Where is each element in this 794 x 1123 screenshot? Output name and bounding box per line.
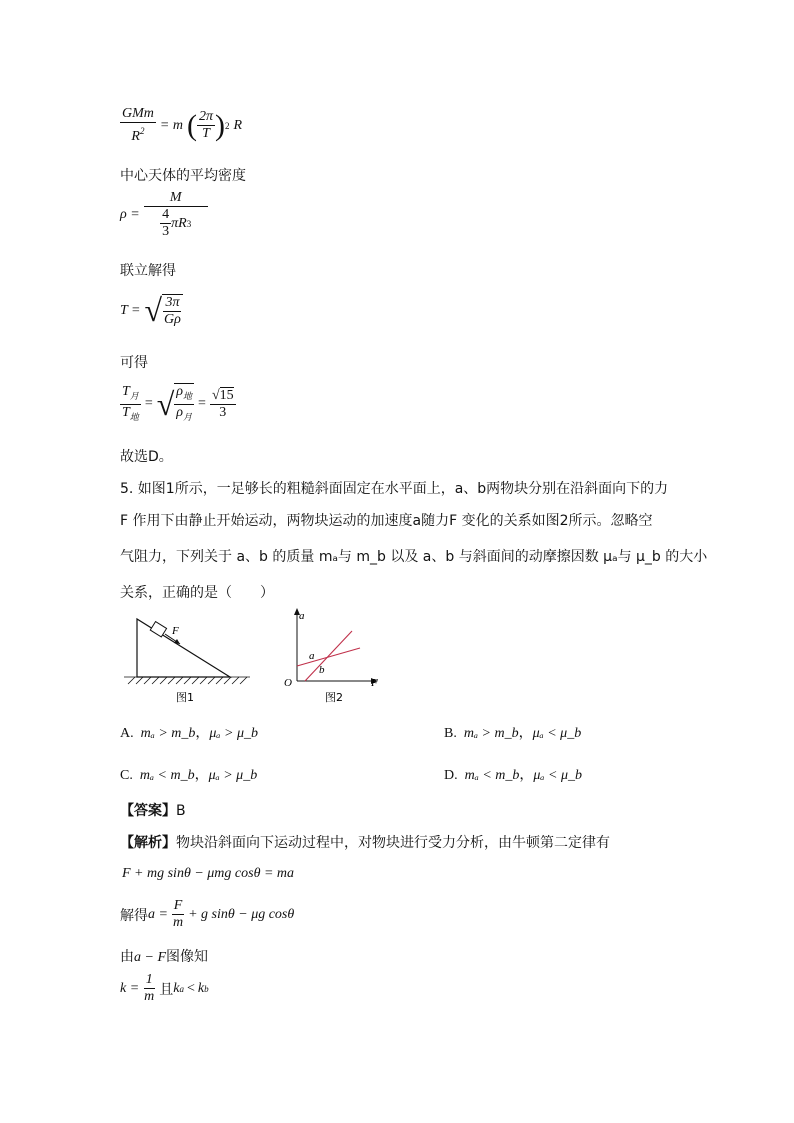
formula-period: T = √ $\frac{3\pi}{G\rho}$ [120, 292, 181, 328]
figure-1-incline [120, 615, 255, 705]
q5-line2: F 作用下由静止开始运动，两物块运动的加速度a随力F 变化的关系如图2所示。忽略空 [120, 513, 653, 529]
text-combine: 联立解得 [120, 263, 176, 279]
q5-line1: 5. 如图1所示，一足够长的粗糙斜面固定在水平面上，a、b两物块分别在沿斜面向下的力 [120, 481, 669, 497]
formula-density: ρ = M $\frac{4}{3}$ πR 3 [120, 190, 208, 240]
fig2-y-label: a [299, 610, 305, 622]
fig1-caption: 图1 [176, 691, 194, 704]
text-graph-know: 由a − F图像知 [120, 949, 208, 965]
fig2-line-a-label: a [309, 650, 315, 662]
formula-accel: 解得 a = $\frac{F}{m}$ + g sinθ − μg cosθ [120, 898, 295, 930]
text-get: 可得 [120, 355, 148, 371]
analysis-tag: 【解析】 [120, 835, 176, 851]
fig2-origin: O [284, 677, 292, 689]
figure-2-graph [280, 605, 390, 705]
q5-line4: 关系，正确的是（ ） [120, 585, 274, 601]
ground-hatch [124, 677, 250, 684]
text-density: 中心天体的平均密度 [120, 168, 246, 184]
fig2-line-b-label: b [319, 664, 325, 676]
block-on-incline [150, 622, 166, 637]
text-choose-d: 故选D。 [120, 449, 173, 465]
option-d[interactable]: D. mₐ < m_b，μₐ < μ_b [444, 768, 582, 783]
q5-line3: 气阻力，下列关于 a、b 的质量 mₐ与 m_b 以及 a、b 与斜面间的动摩擦因数 μₐ与 μ_b 的大小 [120, 549, 708, 565]
incline-shape [137, 619, 230, 677]
fig2-caption: 图2 [325, 691, 343, 704]
answer-line [120, 800, 186, 820]
formula-ratio: $\frac{T_月}{T_地}$ = √ $\frac{\rho_地}{\rho_月}$ = $\frac{√15}{3}$ [120, 383, 236, 425]
analysis-line: 【解析】物块沿斜面向下运动过程中，对物块进行受力分析，由牛顿第二定律有 [120, 835, 610, 851]
fig2-x-label: F [371, 677, 378, 689]
answer-value: B [176, 803, 186, 819]
answer-tag: 【答案】 [120, 803, 176, 819]
line-a [297, 648, 360, 666]
formula-gravity: $\frac{\text{GMm}}{R^2}$ = m ( $\frac{2\pi}{T}$ ) 2 R [122, 106, 243, 144]
formula-newton: F + mg sinθ − μmg cosθ = ma [122, 866, 295, 881]
formula-slope: k = $\frac{1}{m}$ 且 k a < k b [120, 972, 209, 1004]
option-b[interactable]: B. mₐ > m_b，μₐ < μ_b [444, 726, 582, 741]
option-c[interactable]: C. mₐ < m_b，μₐ > μ_b [120, 768, 258, 783]
fig1-force-label: F [172, 625, 179, 637]
option-a[interactable]: A. mₐ > m_b，μₐ > μ_b [120, 726, 258, 741]
